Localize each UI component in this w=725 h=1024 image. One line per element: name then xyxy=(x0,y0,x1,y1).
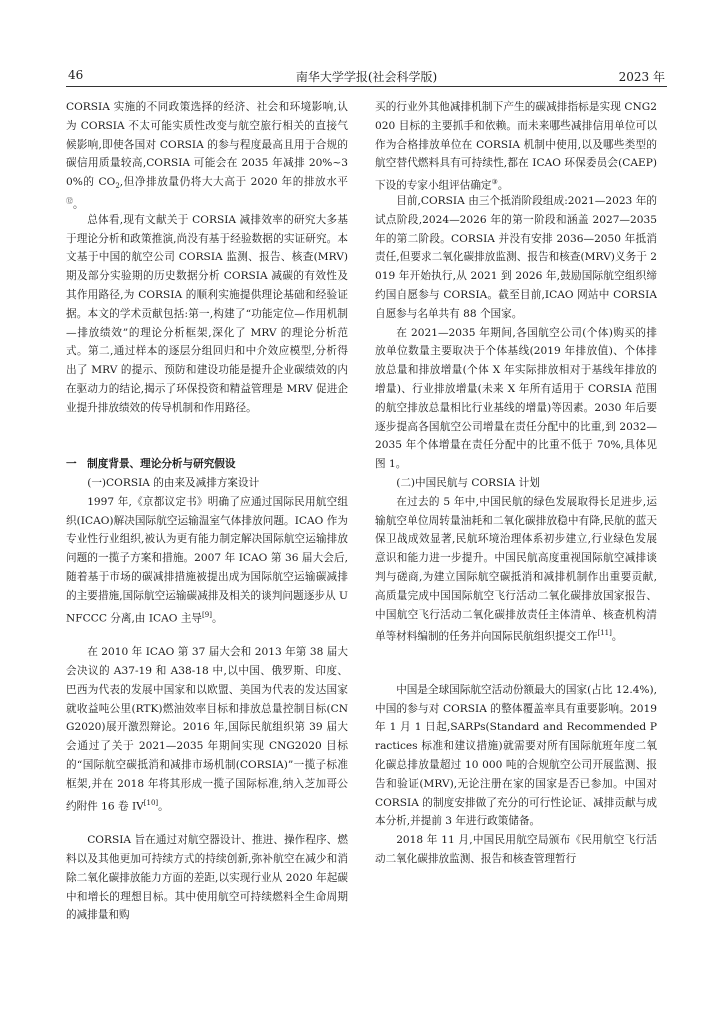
paragraph-corsia-goal-continued: 买的行业外其他减排机制下产生的碳减排指标是实现 CNG2020 目标的主要抓手和依赖。而未来哪些减排信用单位可以作为合格排放单位在 CORSIA 机制中使用,以及哪些类型的航空替代燃料具有可持续性,都在 ICAO 环保委员会(CAEP)下设的专家小组评估确定③。 xyxy=(375,101,657,192)
subsection-heading-china-corsia: (二)中国民航与 CORSIA 计划 xyxy=(396,476,540,489)
page-number: 46 xyxy=(68,68,84,82)
citation-ref[interactable]: [10] xyxy=(143,798,159,807)
paragraph-kyoto-icao: 1997 年,《京都议定书》明确了应通过国际民用航空组织(ICAO)解决国际航空运输温室气体排放问题。ICAO 作为专业性行业组织,被认为更有能力制定解决国际航空运输排放问题的一揽子方案和措施。2007 年 ICAO 第 36 届大会后,随着基于市场的碳减排措施被提出成为国际航空运输碳减排的主要措施,国际航空运输碳减排及相关的谈判问题逐步从 UNFCCC 分离,由 ICAO 主导[9]。 xyxy=(66,495,348,625)
paragraph-offset-obligations: 在 2021—2035 年期间,各国航空公司(个体)购买的排放单位数量主要取决于个体基线(2019 年排放值)、个体排放总量和排放增量(个体 X 年实际排放相对于基线年排放的增量)、行业排放增量(未来 X 年所有适用于 CORSIA 范围的航空排放总量相比行业基线的增量)等因素。2030 年后要逐步提高各国航空公司增量在责任分配中的比重,到 2032—2035 年个体增量在责任分配中的比重不低于 70%,具体见图 1。 xyxy=(375,326,657,471)
footnote-ref[interactable]: ③ xyxy=(491,178,498,187)
citation-ref[interactable]: [9] xyxy=(202,610,212,619)
subsection-heading-corsia-origin: (一)CORSIA 的由来及减排方案设计 xyxy=(87,476,260,489)
section-heading-1: 一 制度背景、理论分析与研究假设 xyxy=(66,458,236,471)
paragraph-icao-assemblies: 在 2010 年 ICAO 第 37 届大会和 2013 年第 38 届大会决议的 A37-19 和 A38-18 中,以中国、俄罗斯、印度、巴西为代表的发展中国家和以欧盟、美国为代表的发达国家就收益吨公里(RTK)燃油效率目标和排放总量控制目标(CNG2020)展开激烈辩论。2016 年,国际民航组织第 39 届大会通过了关于 2021—2035 年期间实现 CNG2020 目标的“国际航空碳抵消和减排市场机制(CORSIA)”一揽子标准框架,并在 2018 年将其形成一揽子国际标准,纳入芝加哥公约附件 16 卷 IV[10]。 xyxy=(66,646,348,813)
publication-year: 2023 年 xyxy=(618,70,665,84)
paragraph-china-green-aviation: 在过去的 5 年中,中国民航的绿色发展取得长足进步,运输航空单位周转量油耗和二氧化碳排放稳中有降,民航的蓝天保卫战成效显著,民航环境治理体系初步建立,行业绿色发展意识和能力进一步提升。中国民航高度重视国际航空减排谈判与磋商,为建立国际航空碳抵消和减排机制作出重要贡献,高质量完成中国国际航空飞行活动二氧化碳排放国家报告、中国航空飞行活动二氧化碳排放责任主体清单、核查机构清单等材料编制的任务并向国际民航组织提交工作[11]。 xyxy=(375,495,657,643)
footnote-ref[interactable]: ⑫ xyxy=(66,196,73,205)
journal-title: 南华大学学报(社会科学版) xyxy=(295,70,438,84)
running-header xyxy=(66,66,667,87)
paragraph-literature-corsia-impact: CORSIA 实施的不同政策选择的经济、社会和环境影响,认为 CORSIA 不太可能实质性改变与航空旅行相关的直接气候影响,即使各国对 CORSIA 的参与程度最高且用于合规的碳信用质量较高,CORSIA 可能会在 2035 年减排 20%~30%的 $CO_2$,但净排放量仍将大大高于 2020 年的排放水平⑫。 xyxy=(66,101,348,211)
paragraph-caac-regulation: 2018 年 11 月,中国民用航空局颁布《民用航空飞行活动二氧化碳排放监测、报告和核查管理暂行 xyxy=(375,834,657,865)
paragraph-corsia-phases: 目前,CORSIA 由三个抵消阶段组成:2021—2023 年的试点阶段,2024—2026 年的第一阶段和涵盖 2027—2035 年的第二阶段。CORSIA 并没有安排 2036—2050 年抵消责任,但要求二氧化碳排放监测、报告和核查(MRV)义务于 2019 年开始执行,从 2021 到 2026 年,鼓励国际航空组织缔约国自愿参与 CORSIA。截至目前,ICAO 网站中 CORSIA 自愿参与名单共有 88 个国家。 xyxy=(375,195,657,320)
paragraph-contribution: 总体看,现有文献关于 CORSIA 减排效率的研究大多基于理论分析和政策推演,尚没有基于经验数据的实证研究。本文基于中国的航空公司 CORSIA 监测、报告、核查(MRV)期及部分实验期的历史数据分析 CORSIA 减碳的有效性及其作用路径,为 CORSIA 的顺利实施提供理论基础和经验证据。本文的学术贡献包括:第一,构建了“功能定位—作用机制—排放绩效”的理论分析框架,深化了 MRV 的理论分析范式。第二,通过样本的逐层分组回归和中介效应模型,分析得出了 MRV 的提示、预防和建设功能是提升企业碳绩效的内在驱动力的结论,揭示了环保投资和精益管理是 MRV 促进企业提升排放绩效的传导机制和作用路径。 xyxy=(66,213,348,414)
left-column xyxy=(66,98,348,1004)
right-column xyxy=(375,98,657,1004)
paragraph-corsia-goal: CORSIA 旨在通过对航空器设计、推进、操作程序、燃料以及其他更加可持续方式的持续创新,弥补航空在减少和消除二氧化碳排放能力方面的差距,以实现行业从 2020 年起碳中和增长的理想目标。其中使用航空可持续燃料全生命周期的减排量和购 xyxy=(66,834,348,922)
citation-ref[interactable]: [11] xyxy=(597,629,612,638)
paragraph-china-share: 中国是全球国际航空活动份额最大的国家(占比 12.4%),中国的参与对 CORSIA 的整体覆盖率具有重要影响。2019 年 1 月 1 日起,SARPs(Standard and Recommended Practices 标准和建议措施)就需要对所有国际航班年度二氧化碳总排放量超过 10 000 吨的合规航空公司开展监测、报告和验证(MRV),无论注册在家的国家是否已参加。中国对 CORSIA 的制度安排做了充分的可行性论证、减排贡献与成本分析,并提前 3 年进行政策储备。 xyxy=(375,683,657,828)
